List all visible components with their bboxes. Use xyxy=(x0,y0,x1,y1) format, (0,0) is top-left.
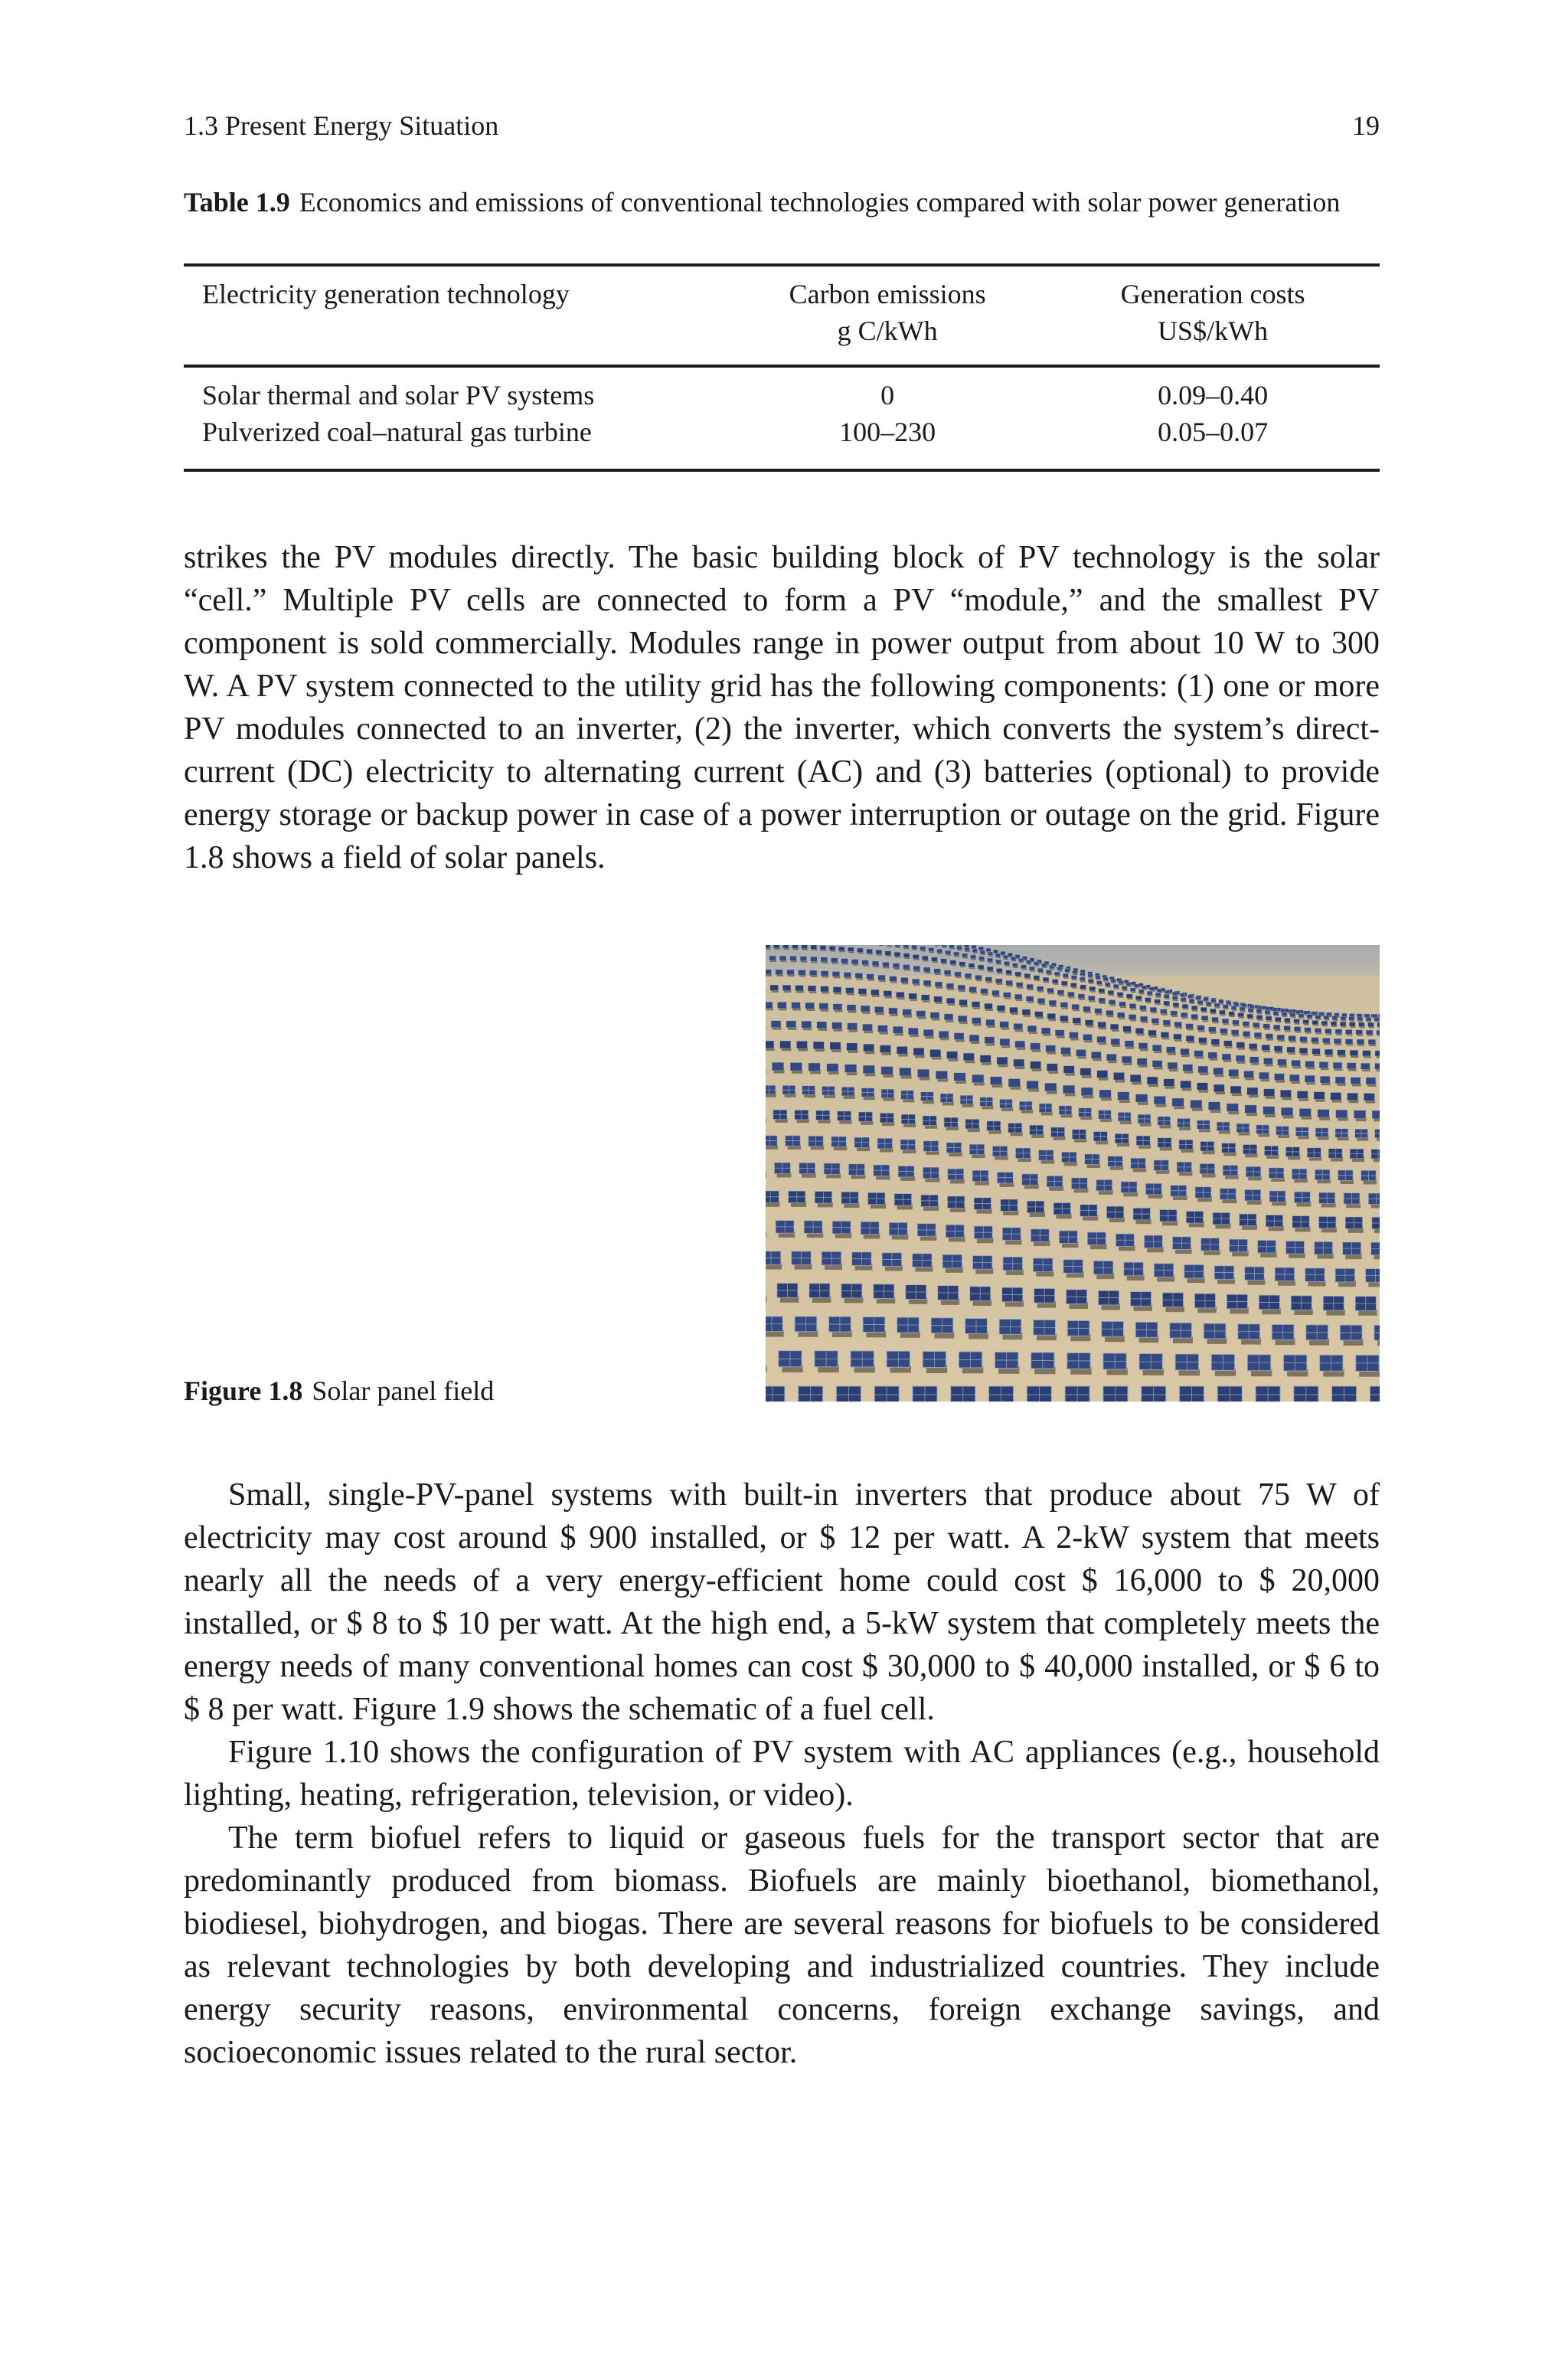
table-row xyxy=(184,366,1380,414)
cell-costs: 0.05–0.07 xyxy=(1158,417,1269,447)
cell-technology: Solar thermal and solar PV systems xyxy=(202,380,595,411)
emissions-table xyxy=(184,263,1380,472)
body-paragraph: The term biofuel refers to liquid or gaseous fuels for the transport sector that are predominantly produced from biomass. Biofuels are mainly bioethanol, biomethanol, biodiesel, biohydrogen, and biogas. There are several reasons for biofuels to be considered as relevant technologies by both developing and industrialized countries. They include energy security reasons, environmental concerns, foreign exchange savings, and socioeconomic issues related to the rural sector. xyxy=(184,1820,1380,2070)
header-emissions: Carbon emissions g C/kWh xyxy=(729,265,1046,366)
cell-technology: Pulverized coal–natural gas turbine xyxy=(202,417,592,447)
table-row xyxy=(184,414,1380,470)
figure-caption-text: Solar panel field xyxy=(312,1375,495,1406)
cell-emissions: 0 xyxy=(880,380,895,411)
table-header-row xyxy=(184,265,1380,366)
table-caption xyxy=(184,182,1380,222)
cell-emissions: 100–230 xyxy=(839,417,936,447)
table-label: Table 1.9 xyxy=(184,187,290,218)
running-head-section: 1.3 Present Energy Situation xyxy=(184,110,499,141)
solar-panel-field-image xyxy=(766,945,1380,1402)
cell-costs: 0.09–0.40 xyxy=(1158,380,1269,411)
body-paragraph: Small, single-PV-panel systems with built-in inverters that produce about 75 W of electricity may cost around $ 900 installed, or $ 12 per watt. A 2-kW system that meets nearly all the needs of a very energy-efficient home could cost $ 16,000 to $ 20,000 installed, or $ 8 to $ 10 per watt. At the high end, a 5-kW system that completely meets the energy needs of many conventional homes can cost $ 30,000 to $ 40,000 installed, or $ 6 to $ 8 per watt. Figure 1.9 shows the schematic of a fuel cell. xyxy=(184,1477,1380,1727)
body-paragraph: Figure 1.10 shows the configuration of PV system with AC appliances (e.g., household lighting, heating, refrigeration, television, or video). xyxy=(184,1735,1380,1813)
figure-label: Figure 1.8 xyxy=(184,1375,303,1406)
body-paragraph: strikes the PV modules directly. The basic building block of PV technology is the solar “cell.” Multiple PV cells are connected to form a PV “module,” and the smallest PV component is sold commercially. Modules range in power output from about 10 W to 300 W. A PV system connected to the utility grid has the following components: (1) one or more PV modules connected to an inverter, (2) the inverter, which converts the system’s direct-current (DC) electricity to alternating current (AC) and (3) batteries (optional) to provide energy storage or backup power in case of a power interruption or outage on the grid. Figure 1.8 shows a field of solar panels. xyxy=(184,540,1380,875)
header-costs-unit: US$/kWh xyxy=(1158,316,1269,346)
header-emissions-unit: g C/kWh xyxy=(837,316,938,346)
body-text-block xyxy=(184,1474,1380,2074)
figure-caption xyxy=(184,1372,494,1409)
header-costs: Generation costs US$/kWh xyxy=(1046,265,1380,366)
table-caption-text: Economics and emissions of conventional technologies compared with solar power generation xyxy=(299,187,1341,218)
header-technology: Electricity generation technology xyxy=(202,279,570,309)
page-number: 19 xyxy=(1352,110,1380,141)
